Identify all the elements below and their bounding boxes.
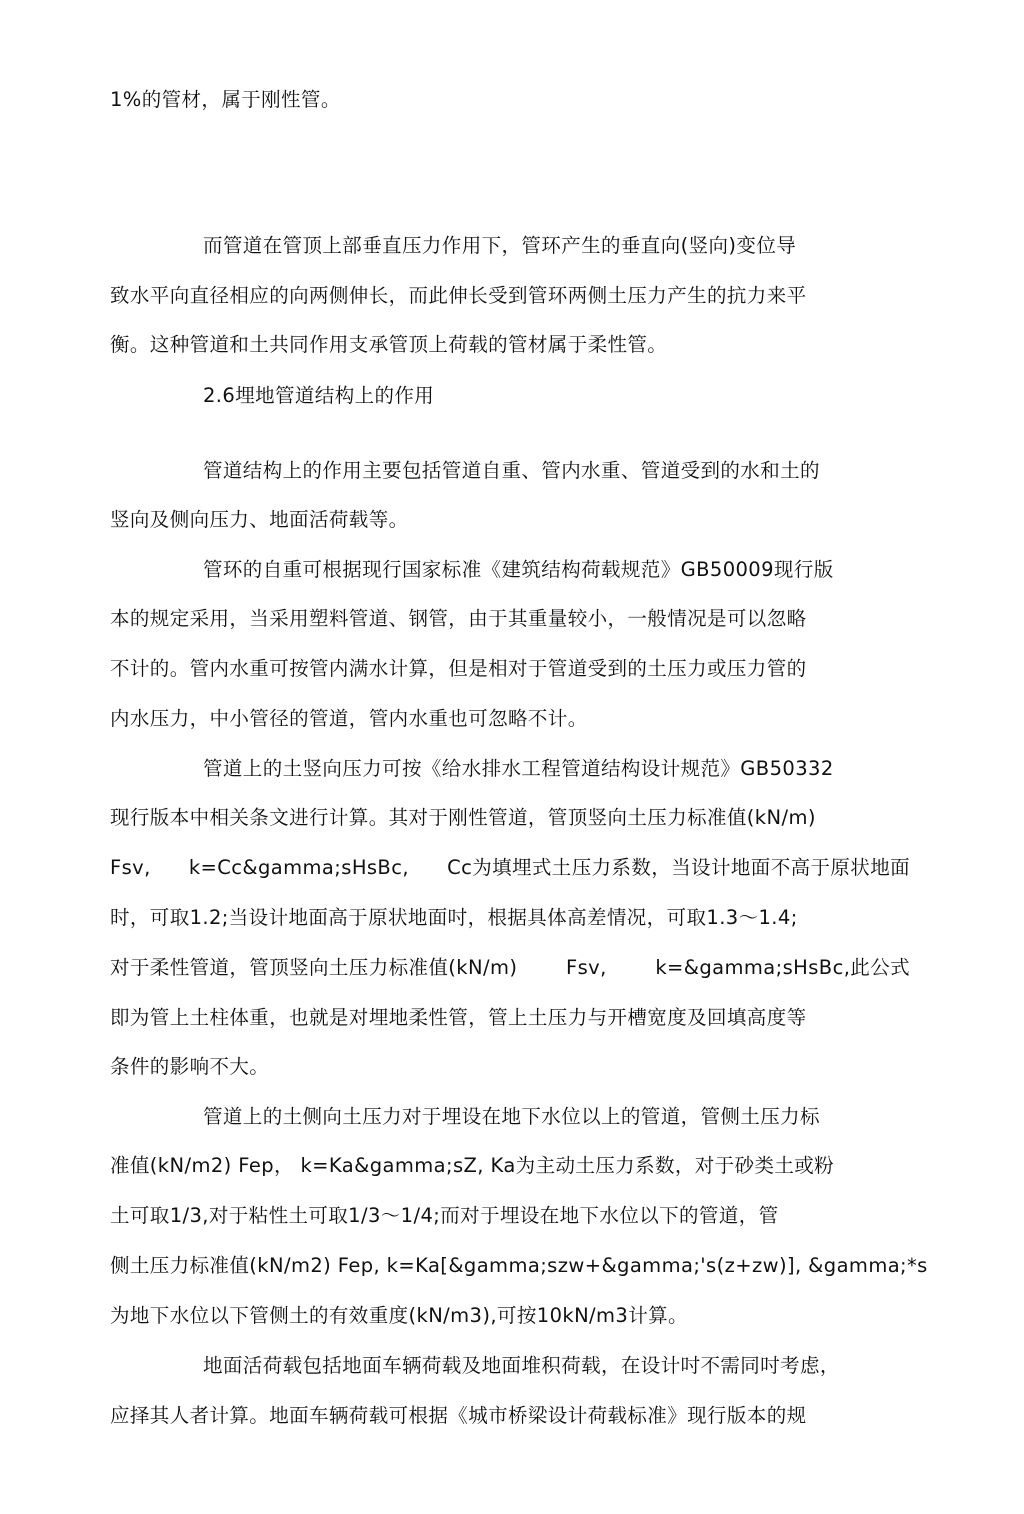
paragraph-line: 地面活荷载包括地面车辆荷载及地面堆积荷载，在设计吋不需同吋考虑， (203, 1354, 840, 1377)
paragraph-line: 条件的影响不大。 (110, 1055, 270, 1078)
paragraph-line: 衡。这种管道和土共同作用支承管顶上荷载的管材属于柔性管。 (110, 333, 668, 356)
formula-fragment: Fsv, (110, 856, 151, 879)
paragraph-line: 内水压力，中小管径的管道，管内水重也可忽略不计。 (110, 707, 588, 730)
paragraph-line: 致水平向直径相应的向两侧伸长，而此伸长受到管环两侧土压力产生的抗力来平 (110, 284, 807, 307)
formula-fragment: k=Cc&gamma;sHsBc, (188, 856, 409, 879)
formula-line-flexible (110, 955, 910, 981)
paragraph-line: 准值(kN/m2) Fep， k=Ka&gamma;sZ, Ka为主动土压力系数，对于砂类土或粉 (110, 1154, 835, 1177)
paragraph-line: 竖向及侧向压力、地面活荷载等。 (110, 508, 409, 531)
paragraph-line: 管道上的土侧向土压力对于埋设在地下水位以上的管道，管侧土压力标 (203, 1105, 820, 1128)
paragraph-line: 时，可取1.2;当设计地面高于原状地面吋，根据具体高差情况，可取1.3～1.4; (110, 906, 798, 929)
paragraph-line: 现行版本中相关条文进行计算。其对于刚性管道，管顶竖向土压力标准值(kN/m) (110, 806, 816, 829)
paragraph-line: 应择其人者计算。地面车辆荷载可根据《城市桥梁设计荷载标准》现行版本的规 (110, 1404, 807, 1427)
paragraph-line: 土可取1/3,对于粘性土可取1/3～1/4;而对于埋设在地下水位以下的管道，管 (110, 1204, 779, 1227)
paragraph-line: 侧土压力标准值(kN/m2) Fep, k=Ka[&gamma;szw+&gamma;'s(z+zw)], &gamma;*s (110, 1254, 928, 1277)
formula-line-fsv (110, 855, 910, 881)
formula-fragment: Fsv, (566, 956, 607, 979)
paragraph-line: 而管道在管顶上部垂直压力作用下，管环产生的垂直向(竖向)变位导 (203, 234, 797, 257)
paragraph-line: 管环的自重可根据现行国家标准《建筑结构荷载规范》GB50009现行版 (203, 558, 834, 581)
formula-fragment: Cc为填埋式土压力系数，当设计地面不高于原状地面 (447, 856, 910, 879)
paragraph-line: 为地下水位以下管侧土的有效重度(kN/m3),可按10kN/m3计算。 (110, 1304, 688, 1327)
paragraph-line: 即为管上土柱体重，也就是对埋地柔性管，管上土压力与开槽宽度及回填高度等 (110, 1006, 807, 1029)
text-line-1: 1%的管材，属于刚性管。 (110, 88, 341, 111)
section-heading: 2.6埋地管道结构上的作用 (203, 384, 435, 407)
formula-fragment: k=&gamma;sHsBc,此公式 (655, 956, 910, 979)
paragraph-line: 管道上的土竖向压力可按《给水排水工程管道结构设计规范》GB50332 (203, 757, 834, 780)
paragraph-line: 不计的。管内水重可按管内满水计算，但是相对于管道受到的土压力或压力管的 (110, 657, 807, 680)
paragraph-line: 本的规定采用，当采用塑料管道、钢管，由于其重量较小，一般情况是可以忽略 (110, 607, 807, 630)
formula-fragment: 对于柔性管道，管顶竖向土压力标准值(kN/m) (110, 956, 518, 979)
paragraph-line: 管道结构上的作用主要包括管道自重、管内水重、管道受到的水和土的 (203, 459, 820, 482)
